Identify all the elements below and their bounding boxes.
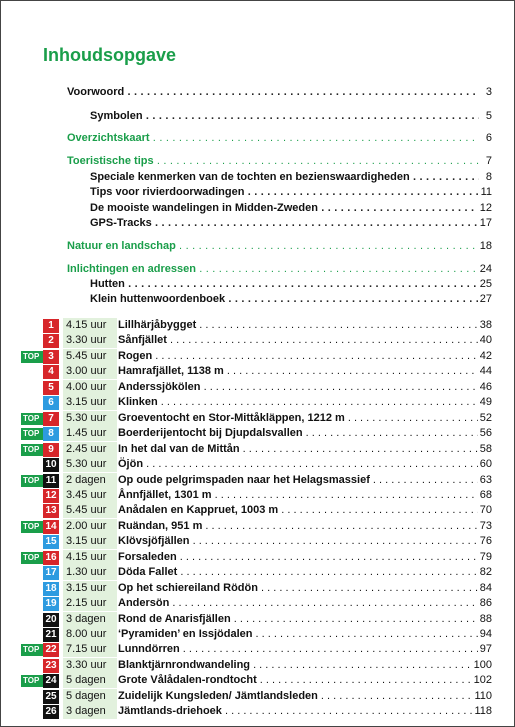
hike-number-badge: 19 — [43, 597, 59, 611]
hike-duration: 5 dagen — [63, 673, 117, 688]
toc-entry-title: Inlichtingen en adressen . . . — [67, 262, 479, 277]
top-badge: TOP — [21, 552, 43, 564]
hike-duration: 7.15 uur — [63, 642, 117, 657]
toc-entry-page: 27 — [479, 293, 492, 305]
hike-entry[interactable] — [1, 642, 515, 657]
hike-number-badge: 9 — [43, 443, 59, 457]
toc-entry-page: 3 — [485, 86, 492, 98]
hike-title: Forsaleden . . . — [118, 550, 478, 565]
hike-title: Anderssjökölen . . . — [118, 380, 478, 395]
hike-number-badge: 15 — [43, 535, 59, 549]
top-badge: TOP — [21, 444, 43, 456]
hike-entry[interactable] — [1, 442, 515, 457]
toc-entry-page: 12 — [479, 202, 492, 214]
page-title: Inhoudsopgave — [43, 45, 177, 65]
toc-entry-page: 5 — [485, 110, 492, 122]
hike-entry[interactable] — [1, 503, 515, 518]
hike-page: 38 — [479, 319, 492, 331]
toc-entry-title: De mooiste wandelingen in Midden-Zweden . . . — [90, 201, 479, 216]
hike-page: 58 — [479, 443, 492, 455]
hike-page: 60 — [479, 458, 492, 470]
hike-number-badge: 5 — [43, 381, 59, 395]
hike-page: 68 — [479, 489, 492, 501]
hike-number-badge: 16 — [43, 551, 59, 565]
hike-number-badge: 22 — [43, 643, 59, 657]
toc-entry-title: Hutten . . . — [90, 277, 479, 292]
toc-entry-page: 6 — [485, 132, 492, 144]
toc-entry[interactable] — [1, 292, 515, 307]
hike-title: Blanktjärnrondwandeling . . . — [118, 658, 478, 673]
hike-page: 52 — [479, 412, 492, 424]
hike-page: 97 — [479, 643, 492, 655]
hike-title: Klinken . . . — [118, 395, 478, 410]
hike-title: In het dal van de Mittån . . . — [118, 442, 478, 457]
hike-entry[interactable] — [1, 411, 515, 426]
hike-duration: 5.45 uur — [63, 503, 117, 518]
hike-title: Groeventocht en Stor-Mittåkläppen, 1212 m . . . — [118, 411, 478, 426]
hike-number-badge: 1 — [43, 319, 59, 333]
hike-entry[interactable] — [1, 704, 515, 719]
hike-title: Döda Fallet . . . — [118, 565, 478, 580]
toc-entry[interactable] — [1, 154, 515, 169]
hike-entry[interactable] — [1, 380, 515, 395]
hike-duration: 3.15 uur — [63, 534, 117, 549]
toc-entry[interactable] — [1, 216, 515, 231]
hike-duration: 5.30 uur — [63, 457, 117, 472]
toc-entry[interactable] — [1, 201, 515, 216]
hike-page: 56 — [479, 427, 492, 439]
hike-duration: 2.45 uur — [63, 442, 117, 457]
toc-entry[interactable] — [1, 277, 515, 292]
hike-duration: 3.15 uur — [63, 581, 117, 596]
hike-number-badge: 24 — [43, 674, 59, 688]
hike-title: Lunndörren . . . — [118, 642, 478, 657]
hike-duration: 4.15 uur — [63, 550, 117, 565]
hike-page: 49 — [479, 396, 492, 408]
hike-number-badge: 26 — [43, 705, 59, 719]
hike-duration: 2.15 uur — [63, 596, 117, 611]
toc-entry-page: 8 — [485, 171, 492, 183]
toc-entry-title: Tips voor rivierdoorwadingen . . . — [90, 185, 479, 200]
hike-page: 88 — [479, 613, 492, 625]
hike-page: 76 — [479, 535, 492, 547]
toc-entry-page: 24 — [479, 263, 492, 275]
hike-title: Rogen . . . — [118, 349, 478, 364]
hike-number-badge: 25 — [43, 690, 59, 704]
toc-entry[interactable] — [1, 185, 515, 200]
hike-entry[interactable] — [1, 581, 515, 596]
hike-duration: 8.00 uur — [63, 627, 117, 642]
top-badge: TOP — [21, 675, 43, 687]
hike-number-badge: 14 — [43, 520, 59, 534]
hike-title: Andersön . . . — [118, 596, 478, 611]
hike-entry[interactable] — [1, 534, 515, 549]
hike-title: Sånfjället . . . — [118, 333, 478, 348]
hike-title: Hamrafjället, 1138 m . . . — [118, 364, 478, 379]
hike-duration: 3.00 uur — [63, 364, 117, 379]
top-badge: TOP — [21, 475, 43, 487]
hike-duration: 2.00 uur — [63, 519, 117, 534]
toc-entry-title: Natuur en landschap . . . — [67, 239, 479, 254]
hike-page: 86 — [479, 597, 492, 609]
hike-page: 44 — [479, 365, 492, 377]
hike-duration: 4.00 uur — [63, 380, 117, 395]
top-badge: TOP — [21, 413, 43, 425]
toc-entry[interactable] — [1, 170, 515, 185]
hike-title: Öjön . . . — [118, 457, 478, 472]
hike-title: Grote Vålådalen-rondtocht . . . — [118, 673, 478, 688]
hike-page: 79 — [479, 551, 492, 563]
top-badge: TOP — [21, 644, 43, 656]
hike-page: 102 — [473, 674, 492, 686]
hike-entry[interactable] — [1, 395, 515, 410]
hike-number-badge: 23 — [43, 659, 59, 673]
hike-number-badge: 12 — [43, 489, 59, 503]
toc-entry[interactable] — [1, 131, 515, 146]
toc-entry-page: 7 — [485, 155, 492, 167]
toc-entry-page: 18 — [479, 240, 492, 252]
hike-page: 94 — [479, 628, 492, 640]
hike-number-badge: 11 — [43, 474, 59, 488]
hike-entry[interactable] — [1, 673, 515, 688]
hike-title: Jämtlands-driehoek . . . — [118, 704, 478, 719]
toc-entry-title: GPS-Tracks . . . — [90, 216, 479, 231]
hike-entry[interactable] — [1, 565, 515, 580]
hike-title: Lillhärjåbygget . . . — [118, 318, 478, 333]
toc-entry[interactable] — [1, 239, 515, 254]
hike-title: Ånnfjället, 1301 m . . . — [118, 488, 478, 503]
hike-duration: 3.30 uur — [63, 658, 117, 673]
hike-page: 82 — [479, 566, 492, 578]
toc-entry-title: Overzichtskaart . . . — [67, 131, 479, 146]
hike-duration: 3.30 uur — [63, 333, 117, 348]
hike-number-badge: 8 — [43, 427, 59, 441]
hike-entry[interactable] — [1, 596, 515, 611]
hike-duration: 4.15 uur — [63, 318, 117, 333]
hike-duration: 1.45 uur — [63, 426, 117, 441]
hike-number-badge: 3 — [43, 350, 59, 364]
toc-entry-title: Symbolen . . . — [90, 109, 479, 124]
hike-entry[interactable] — [1, 550, 515, 565]
toc-entry-title: Voorwoord . . . — [67, 85, 479, 100]
hike-page: 63 — [479, 474, 492, 486]
hike-number-badge: 2 — [43, 334, 59, 348]
hike-entry[interactable] — [1, 333, 515, 348]
hike-title: Anådalen en Kappruet, 1003 m . . . — [118, 503, 478, 518]
hike-number-badge: 21 — [43, 628, 59, 642]
hike-entry[interactable] — [1, 612, 515, 627]
toc-entry[interactable] — [1, 109, 515, 124]
toc-entry-page: 25 — [479, 278, 492, 290]
hike-duration: 2 dagen — [63, 473, 117, 488]
hike-page: 110 — [474, 690, 492, 702]
top-badge: TOP — [21, 428, 43, 440]
hike-entry[interactable] — [1, 349, 515, 364]
toc-entry[interactable] — [1, 262, 515, 277]
hike-number-badge: 10 — [43, 458, 59, 472]
hike-entry[interactable] — [1, 318, 515, 333]
hike-duration: 3 dagen — [63, 612, 117, 627]
hike-title: Zuidelijk Kungsleden/ Jämtlandsleden . . . — [118, 689, 478, 704]
hike-number-badge: 17 — [43, 566, 59, 580]
hike-entry[interactable] — [1, 364, 515, 379]
hike-number-badge: 18 — [43, 582, 59, 596]
hike-title: Op het schiereiland Rödön . . . — [118, 581, 478, 596]
hike-duration: 3.45 uur — [63, 488, 117, 503]
hike-duration: 5 dagen — [63, 689, 117, 704]
hike-page: 40 — [479, 334, 492, 346]
hike-duration: 3 dagen — [63, 704, 117, 719]
hike-title: Op oude pelgrimspaden naar het Helagsmassief . . . — [118, 473, 478, 488]
top-badge: TOP — [21, 351, 43, 363]
hike-page: 84 — [479, 582, 492, 594]
hike-entry[interactable] — [1, 658, 515, 673]
toc-entry-page: 11 — [480, 186, 492, 198]
hike-title: ‘Pyramiden’ en Issjödalen . . . — [118, 627, 478, 642]
hike-number-badge: 7 — [43, 412, 59, 426]
hike-title: Klövsjöfjällen . . . — [118, 534, 478, 549]
hike-entry[interactable] — [1, 488, 515, 503]
hike-duration: 5.45 uur — [63, 349, 117, 364]
hike-page: 73 — [479, 520, 492, 532]
hike-title: Rond de Anarisfjällen . . . — [118, 612, 478, 627]
hike-duration: 5.30 uur — [63, 411, 117, 426]
hike-entry[interactable] — [1, 457, 515, 472]
hike-page: 46 — [479, 381, 492, 393]
hike-title: Boerderijentocht bij Djupdalsvallen . . . — [118, 426, 478, 441]
hike-page: 118 — [474, 705, 492, 717]
hike-entry[interactable] — [1, 689, 515, 704]
hike-entry[interactable] — [1, 519, 515, 534]
toc-entry-title: Klein huttenwoordenboek . . . — [90, 292, 479, 307]
hike-number-badge: 4 — [43, 365, 59, 379]
hike-number-badge: 13 — [43, 504, 59, 518]
toc-entry-title: Speciale kenmerken van de tochten en bezienswaardigheden . . . — [90, 170, 479, 185]
hike-duration: 1.30 uur — [63, 565, 117, 580]
hike-page: 100 — [473, 659, 492, 671]
hike-page: 70 — [479, 504, 492, 516]
top-badge: TOP — [21, 521, 43, 533]
hike-entry[interactable] — [1, 426, 515, 441]
toc-entry-page: 17 — [479, 217, 492, 229]
hike-number-badge: 6 — [43, 396, 59, 410]
toc-entry-title: Toeristische tips . . . — [67, 154, 479, 169]
hike-number-badge: 20 — [43, 613, 59, 627]
hike-page: 42 — [479, 350, 492, 362]
hike-title: Ruändan, 951 m . . . — [118, 519, 478, 534]
hike-entry[interactable] — [1, 473, 515, 488]
toc-entry[interactable] — [1, 85, 515, 100]
hike-duration: 3.15 uur — [63, 395, 117, 410]
hike-entry[interactable] — [1, 627, 515, 642]
